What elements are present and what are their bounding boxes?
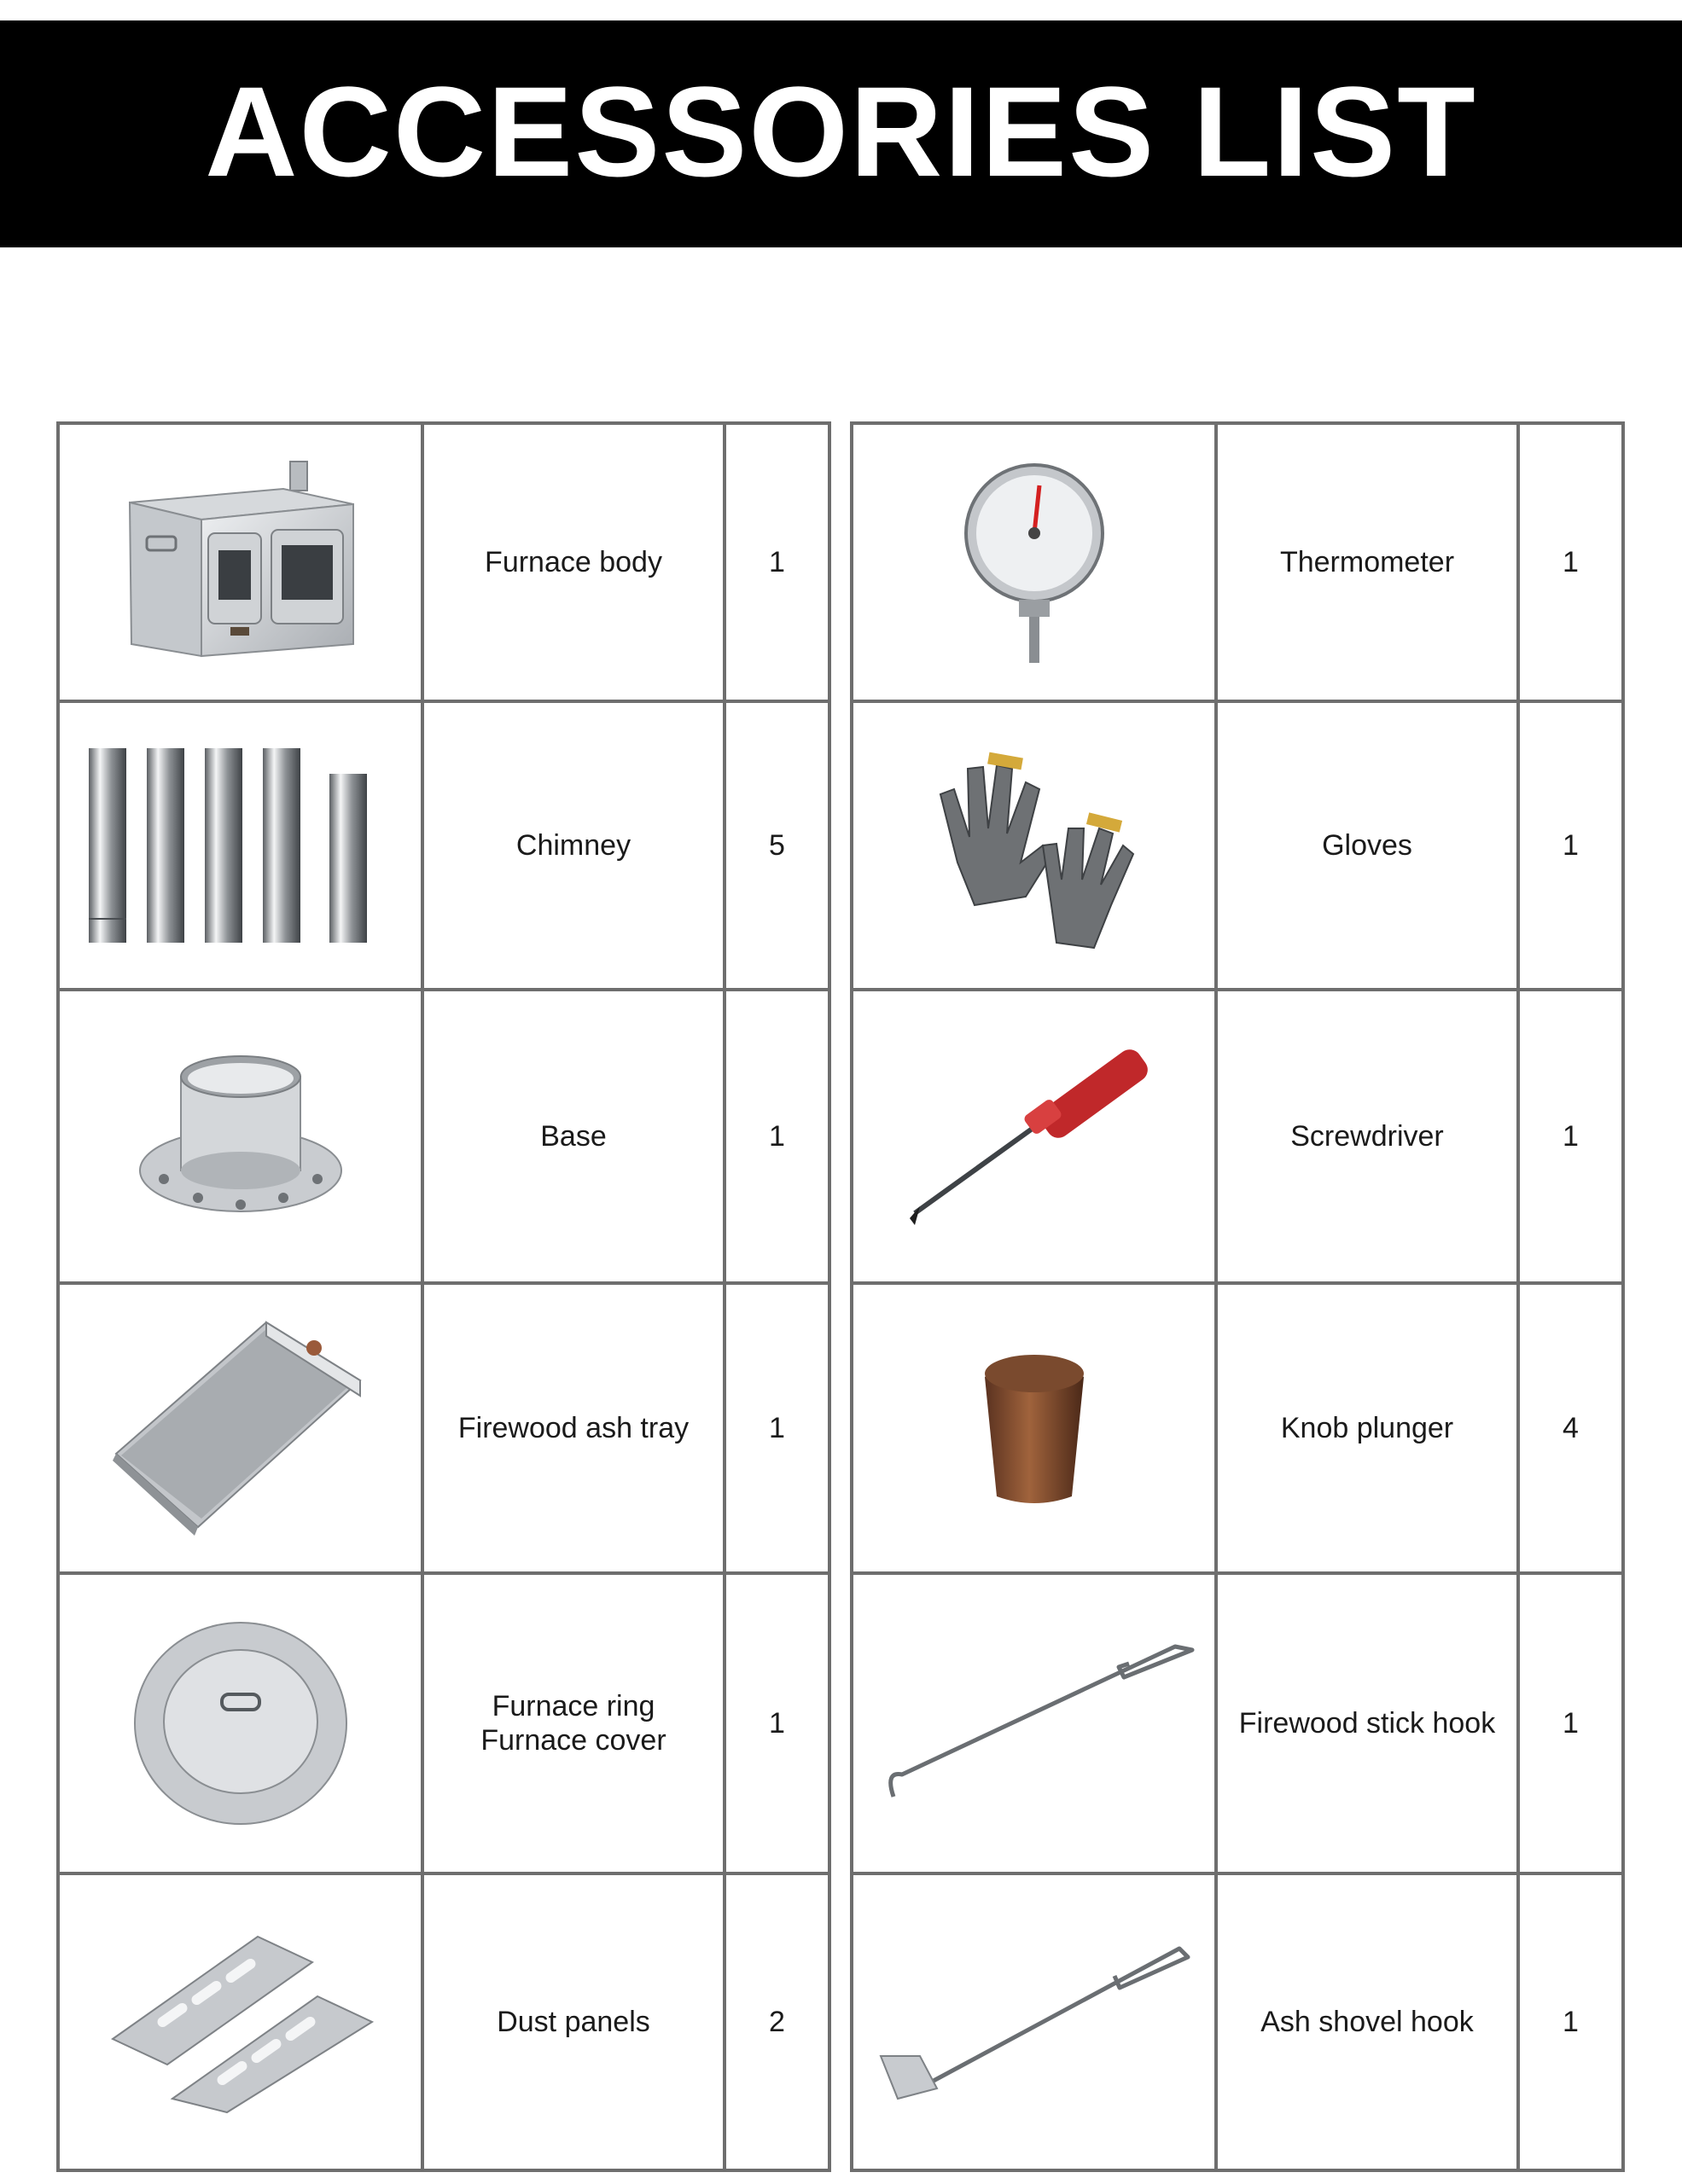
left-accessories-table [56,421,831,2172]
item-name: Ash shovel hook [1260,2006,1474,2038]
furnace-ring-icon [130,1612,352,1834]
table-row [852,1283,1623,1573]
table-row [852,701,1623,990]
item-qty: 1 [769,1706,785,1740]
item-name: Chimney [515,829,631,862]
item-qty-cell [725,701,829,990]
item-name-cell [422,701,725,990]
item-name-cell [422,990,725,1283]
item-qty-cell [1518,1283,1623,1573]
table-row [852,1873,1623,2170]
item-image [58,1873,422,2170]
item-image [852,990,1216,1283]
item-qty-cell [725,423,829,701]
item-name: Knob plunger [1280,1412,1454,1444]
item-qty-cell [725,990,829,1283]
item-image [58,423,422,701]
item-image [58,990,422,1283]
item-image [852,1573,1216,1873]
gloves-icon [906,735,1162,956]
item-qty-cell [725,1573,829,1873]
item-name-cell [1216,1873,1518,2170]
page-title: ACCESSORIES LIST [205,59,1477,203]
item-name: Base [540,1120,607,1153]
item-name-cell [422,423,725,701]
item-qty: 1 [769,545,785,578]
item-name: Gloves [1322,829,1412,862]
item-qty-cell [1518,423,1623,701]
item-qty: 4 [1563,1411,1579,1444]
table-row [852,1573,1623,1873]
item-name-line1: Furnace ring [492,1690,655,1722]
item-name-cell [422,1873,725,2170]
table-row [58,1283,829,1573]
table-row [852,990,1623,1283]
table-row [58,1573,829,1873]
table-row [58,1873,829,2170]
item-name: Dust panels [497,2006,650,2038]
item-image [58,1573,422,1873]
table-row [58,990,829,1283]
ash-tray-icon [113,1317,369,1539]
item-qty: 2 [769,2005,785,2038]
item-name-cell [1216,423,1518,701]
item-qty-cell [725,1283,829,1573]
item-qty: 1 [1563,1119,1579,1153]
thermometer-icon [940,460,1128,665]
item-name-cell [1216,1283,1518,1573]
item-name: Firewood ash tray [457,1412,690,1444]
right-accessories-table [850,421,1625,2172]
item-qty: 5 [769,828,785,862]
firewood-hook-icon [868,1629,1201,1817]
item-name: Firewood stick hook [1238,1707,1496,1740]
item-image [852,423,1216,701]
item-name: Screwdriver [1290,1120,1444,1153]
item-qty-cell [1518,990,1623,1283]
table-row [58,423,829,701]
item-image [852,1283,1216,1573]
item-name-line2: Furnace cover [480,1724,666,1757]
item-image [58,701,422,990]
item-name-cell [422,1283,725,1573]
item-qty: 1 [769,1411,785,1444]
item-image [58,1283,422,1573]
item-qty-cell [725,1873,829,2170]
table-row [58,701,829,990]
item-qty-cell [1518,701,1623,990]
item-name-cell [1216,990,1518,1283]
item-qty-cell [1518,1573,1623,1873]
item-name: Thermometer [1279,546,1455,578]
screwdriver-icon [898,1043,1171,1230]
item-name-cell [1216,1573,1518,1873]
item-qty: 1 [1563,828,1579,862]
item-name: Furnace body [485,546,662,578]
item-image [852,1873,1216,2170]
ash-shovel-hook-icon [872,1928,1196,2116]
item-qty: 1 [1563,1706,1579,1740]
knob-plunger-icon [966,1343,1103,1513]
item-qty: 1 [1563,545,1579,578]
chimney-icon [79,743,403,948]
item-image [852,701,1216,990]
dust-panels-icon [104,1928,377,2116]
item-name-cell [422,1573,725,1873]
table-row [852,423,1623,701]
item-qty: 1 [769,1119,785,1153]
item-name-cell [1216,701,1518,990]
header-banner [0,20,1682,247]
item-qty-cell [1518,1873,1623,2170]
item-qty: 1 [1563,2005,1579,2038]
furnace-body-icon [113,451,369,673]
base-icon [130,1043,352,1230]
